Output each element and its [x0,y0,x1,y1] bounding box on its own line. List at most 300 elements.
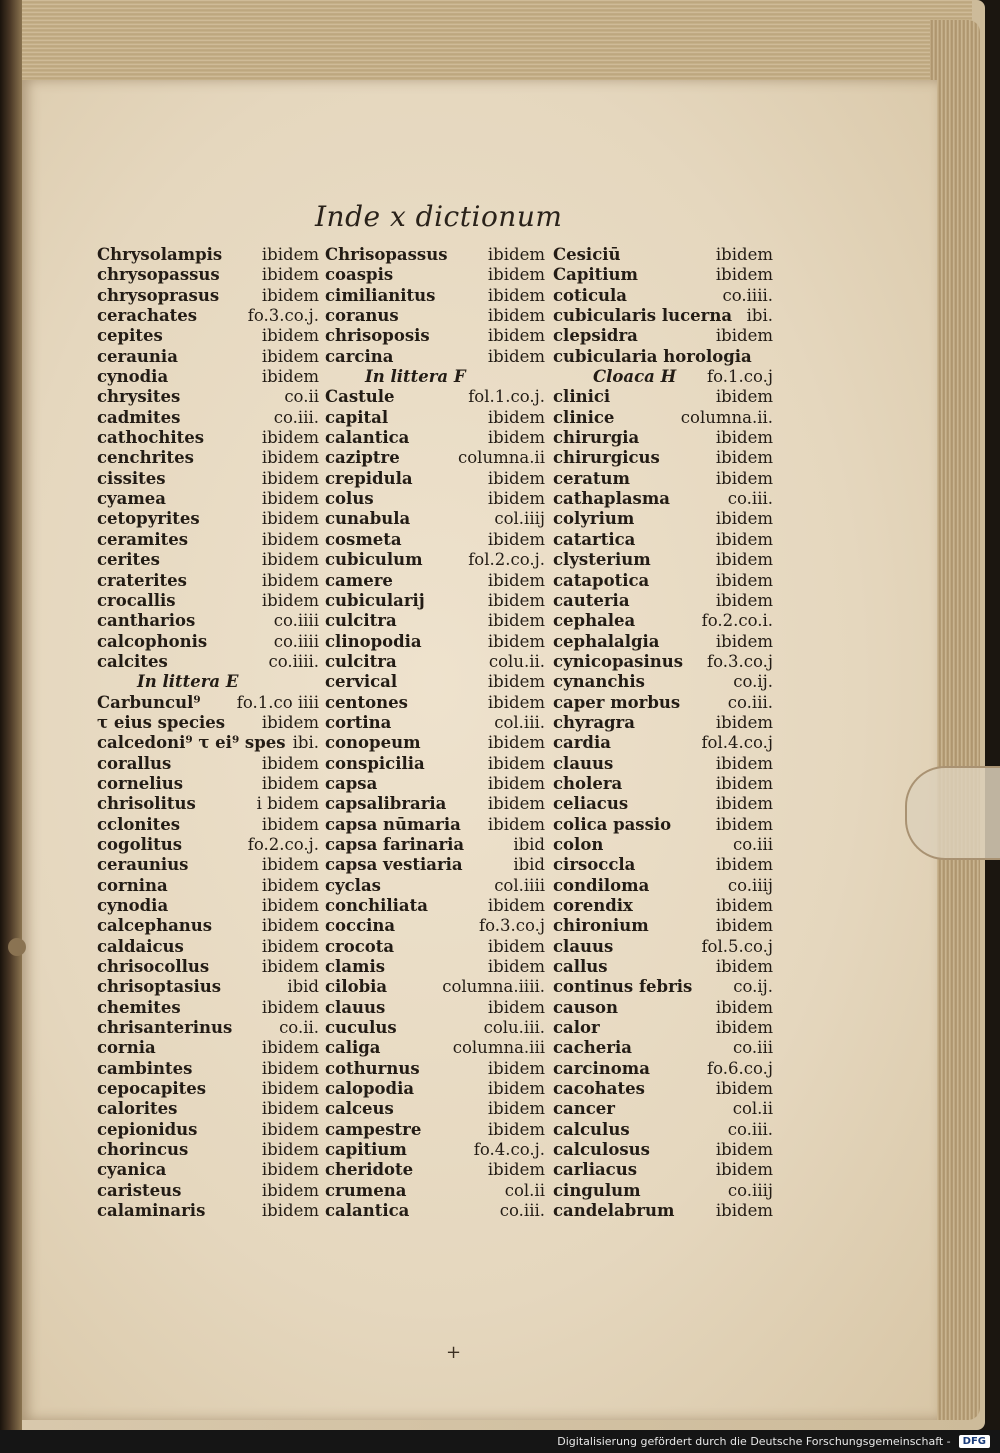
entry-reference: ibidem [261,916,319,936]
entry-reference: ibidem [487,1058,545,1078]
entry-reference: co.iii. [727,489,773,509]
entry-term: calopodia [325,1079,415,1099]
entry-reference: ibidem [261,489,319,509]
entry-reference: ibidem [261,957,319,977]
entry-term: celiacus [553,794,629,814]
entry-reference: ibidem [261,1038,319,1058]
entry-term: cubicularia horologia [553,346,752,366]
entry-term: conspicilia [325,753,425,773]
index-entry [325,693,545,713]
entry-reference: ibidem [487,672,545,692]
entry-reference: col.iiii [494,875,545,895]
entry-reference: ibidem [715,916,773,936]
entry-term: caper morbus [553,692,681,712]
entry-term: catapotica [553,570,650,590]
worm-hole [8,938,26,956]
index-entry [553,1201,773,1221]
entry-reference: ibidem [487,631,545,651]
index-entry [97,855,319,875]
index-entry [97,1099,319,1119]
entry-reference: ibidem [715,957,773,977]
index-entry [97,1059,319,1079]
entry-term: chorincus [97,1140,189,1160]
index-entry [325,774,545,794]
entry-reference: fo.4.co.j. [473,1140,545,1160]
entry-reference: fo.6.co.j [707,1058,773,1078]
entry-term: calceus [325,1099,394,1119]
index-entry [325,489,545,509]
index-entry [553,876,773,896]
index-entry [553,611,773,631]
entry-term: cubiculum [325,550,423,570]
entry-term: calaminaris [97,1201,206,1221]
entry-reference: ibidem [261,875,319,895]
entry-term: crepidula [325,468,413,488]
entry-reference: ibidem [261,1201,319,1221]
entry-term: capsa nūmaria [325,814,461,834]
entry-term: capital [325,407,389,427]
index-column-1 [97,245,319,1222]
entry-reference: ibidem [715,550,773,570]
index-entry [97,448,319,468]
entry-term: Chrisopassus [325,245,448,264]
index-entry [553,591,773,611]
index-entry [325,1201,545,1221]
entry-term: camere [325,570,393,590]
entry-term: coccina [325,916,396,936]
entry-reference: ibidem [715,753,773,773]
index-entry [553,1079,773,1099]
index-entry [325,286,545,306]
entry-term: cantharios [97,611,196,631]
entry-term: calcophonis [97,631,208,651]
entry-term: cephalalgia [553,631,660,651]
index-entry [553,245,773,265]
index-entry [553,794,773,814]
entry-reference: ibidem [261,367,319,387]
entry-reference: ibidem [715,509,773,529]
index-entry [325,509,545,529]
index-entry [325,672,545,692]
entry-reference: ibidem [715,712,773,732]
entry-term: clamis [325,957,386,977]
entry-term: cambintes [97,1058,193,1078]
index-entry [325,957,545,977]
index-entry [325,387,545,407]
entry-reference: ibidem [261,326,319,346]
index-entry [325,1079,545,1099]
entry-term: chyragra [553,712,635,732]
entry-reference: ibidem [487,428,545,448]
index-entry [97,957,319,977]
entry-term: capsa [325,773,378,793]
entry-reference: ibidem [715,794,773,814]
entry-term: cyamea [97,489,166,509]
entry-term: cancer [553,1099,615,1119]
entry-term: chemites [97,997,181,1017]
section-heading: In littera E [137,672,239,692]
index-entry [97,367,319,387]
index-entry [553,998,773,1018]
entry-reference: ibid [513,834,545,854]
entry-term: carcinoma [553,1058,650,1078]
entry-term: cerites [97,550,160,570]
entry-reference: ibid [287,977,319,997]
index-entry [97,1140,319,1160]
index-entry [553,733,773,753]
entry-term: causon [553,997,619,1017]
index-entry [325,1160,545,1180]
index-entry [97,489,319,509]
entry-term: clauus [553,753,614,773]
entry-term: cepites [97,326,163,346]
entry-reference: ibidem [487,814,545,834]
entry-reference: ibidem [487,692,545,712]
entry-reference: ibidem [487,997,545,1017]
entry-reference: ibidem [487,489,545,509]
index-entry [97,611,319,631]
entry-term: cynicopasinus [553,651,684,671]
index-entry [97,265,319,285]
index-entry [553,408,773,428]
page-header: Inde x dictionum [315,200,563,233]
entry-term: corallus [97,753,172,773]
entry-reference: col.ii [504,1180,545,1200]
index-entry [97,1181,319,1201]
entry-term: calantica [325,1201,410,1221]
entry-reference: ibidem [715,1079,773,1099]
entry-term: cunabula [325,509,411,529]
entry-term: carcina [325,346,394,366]
footer-text: Digitalisierung gefördert durch die Deutsche Forschungsgemeinschaft - [557,1435,951,1448]
index-entry [325,896,545,916]
index-entry [325,876,545,896]
entry-term: cubicularij [325,590,425,610]
entry-reference: ibidem [715,448,773,468]
index-entry [553,347,773,367]
entry-reference: fol.2.co.j. [468,550,545,570]
entry-term: caldaicus [97,936,184,956]
entry-reference: columna.ii. [680,407,773,427]
entry-reference: co.iii. [273,407,319,427]
entry-reference: ibidem [261,529,319,549]
entry-term: caristeus [97,1180,182,1200]
entry-term: capitium [325,1140,407,1160]
entry-term: colyrium [553,509,635,529]
index-entry [325,713,545,733]
index-entry [553,713,773,733]
index-entry [325,1140,545,1160]
entry-term: calor [553,1018,600,1038]
index-entry [97,245,319,265]
entry-term: calcephanus [97,916,213,936]
index-entry [553,286,773,306]
entry-term: ceraunius [97,855,189,875]
entry-reference: fol.1.co.j. [468,387,545,407]
index-entry [325,998,545,1018]
entry-term: cathaplasma [553,489,670,509]
index-entry [97,550,319,570]
index-entry [325,245,545,265]
entry-term: chrisanterinus [97,1018,233,1038]
index-entry [325,469,545,489]
index-entry [325,632,545,652]
index-entry [553,1059,773,1079]
index-entry [553,754,773,774]
entry-term: calcedoni⁹ τ ei⁹ spes [97,733,286,753]
index-entry [325,408,545,428]
entry-term: Capitium [553,265,638,285]
index-entry [325,733,545,753]
entry-term: Cesiciū [553,245,621,264]
index-entry [325,652,545,672]
entry-term: chrysopassus [97,265,220,285]
entry-reference: fo.2.co.j. [247,834,319,854]
entry-reference: co.iii. [727,692,773,712]
entry-reference: fol.4.co.j [701,733,773,753]
entry-term: continus febris [553,977,693,997]
entry-reference: co.iiij [727,1180,773,1200]
entry-reference: ibidem [715,1160,773,1180]
entry-term: clysterium [553,550,651,570]
entry-reference: ibidem [487,265,545,285]
entry-term: cynodia [97,896,169,915]
index-entry [553,977,773,997]
index-entry [553,550,773,570]
index-entry [325,937,545,957]
entry-reference: co.ii [284,387,319,407]
index-entry [553,530,773,550]
index-entry [97,306,319,326]
entry-term: carliacus [553,1160,637,1180]
entry-reference: ibidem [261,265,319,285]
entry-reference: ibidem [261,468,319,488]
entry-reference: co.iii. [499,1201,545,1221]
index-entry [553,387,773,407]
entry-reference: ibidem [487,346,545,366]
entry-reference: fo.3.co.j [479,916,545,936]
entry-term: calculus [553,1119,630,1139]
entry-term: catartica [553,529,636,549]
entry-reference: ibidem [715,997,773,1017]
index-entry [325,794,545,814]
index-entry [325,611,545,631]
index-entry [553,367,773,387]
index-entry [325,1099,545,1119]
entry-reference: co.iiii [273,631,319,651]
entry-term: cilobia [325,977,388,997]
index-entry [97,713,319,733]
entry-reference: fo.1.co.j [707,367,773,387]
index-entry [325,428,545,448]
entry-term: cholera [553,773,623,793]
entry-reference: ibidem [487,753,545,773]
entry-reference: ibidem [715,855,773,875]
index-entry [97,835,319,855]
entry-reference: ibidem [715,773,773,793]
entry-term: calorites [97,1099,178,1119]
entry-reference: ibidem [261,1140,319,1160]
index-entry [553,937,773,957]
entry-term: coticula [553,285,627,305]
entry-term: cornina [97,875,168,895]
index-entry [553,855,773,875]
entry-reference: co.iiii. [722,285,773,305]
index-entry [553,957,773,977]
book-gutter [0,0,22,1430]
entry-term: cimilianitus [325,285,436,305]
entry-term: centones [325,692,408,712]
entry-reference: co.iii [733,1038,773,1058]
entry-reference: ibidem [261,285,319,305]
entry-term: cenchrites [97,448,194,468]
index-entry [325,916,545,936]
index-entry [97,652,319,672]
entry-term: crumena [325,1180,407,1200]
entry-reference: co.iii [733,834,773,854]
entry-reference: ibidem [715,590,773,610]
entry-reference: ibid [513,855,545,875]
entry-reference: ibidem [487,773,545,793]
index-entry [97,815,319,835]
entry-term: cyanica [97,1160,167,1180]
entry-term: cynanchis [553,672,645,692]
index-entry [553,672,773,692]
index-entry [325,306,545,326]
index-entry [97,774,319,794]
index-entry [325,448,545,468]
entry-term: corendix [553,896,633,915]
entry-term: cuculus [325,1018,397,1038]
entry-term: chirurgicus [553,448,660,468]
index-entry [553,571,773,591]
entry-term: chrisoptasius [97,977,221,997]
entry-term: ceramites [97,529,189,549]
entry-reference: fol.5.co.j [701,936,773,956]
index-entry [325,530,545,550]
section-heading: Cloaca H [593,367,677,387]
index-entry [97,876,319,896]
entry-term: chrysites [97,387,181,407]
entry-term: cephalea [553,611,636,631]
entry-term: cadmites [97,407,181,427]
entry-reference: ibidem [715,1018,773,1038]
entry-reference: ibidem [261,346,319,366]
index-entry [553,1018,773,1038]
entry-reference: ibidem [715,631,773,651]
entry-term: culcitra [325,651,397,671]
index-entry [553,1120,773,1140]
index-entry [97,1038,319,1058]
entry-reference: ibidem [715,326,773,346]
index-entry [553,265,773,285]
index-entry [97,998,319,1018]
entry-term: clinice [553,407,615,427]
entry-term: cyclas [325,875,381,895]
entry-term: cardia [553,733,611,753]
entry-term: cheridote [325,1160,414,1180]
entry-reference: ibidem [261,855,319,875]
index-entry [325,591,545,611]
entry-term: cynodia [97,367,169,387]
entry-term: caliga [325,1038,381,1058]
entry-reference: ibidem [715,1140,773,1160]
index-entry [97,347,319,367]
index-entry [97,794,319,814]
index-entry [553,489,773,509]
entry-term: chrisolitus [97,794,196,814]
entry-reference: ibidem [487,468,545,488]
entry-reference: ibidem [715,814,773,834]
index-entry [97,977,319,997]
entry-term: τ eius species [97,712,226,732]
entry-term: colon [553,834,604,854]
entry-term: calculosus [553,1140,650,1160]
entry-reference: ibidem [487,529,545,549]
entry-term: clauus [553,936,614,956]
entry-term: ceratum [553,468,631,488]
index-entry [553,815,773,835]
entry-reference: co.ij. [733,672,773,692]
entry-reference: ibidem [261,1099,319,1119]
index-entry [553,896,773,916]
entry-term: conopeum [325,733,421,753]
index-column-3 [553,245,773,1222]
entry-term: culcitra [325,611,397,631]
index-entry [97,916,319,936]
entry-reference: ibidem [261,997,319,1017]
entry-term: cetopyrites [97,509,200,529]
index-entry [553,326,773,346]
entry-reference: ibidem [261,448,319,468]
printer-mark: + [446,1342,462,1363]
index-entry [97,428,319,448]
index-entry [553,1181,773,1201]
index-entry [553,774,773,794]
index-entry [97,509,319,529]
entry-reference: i bidem [256,794,319,814]
index-entry [325,1059,545,1079]
index-entry [553,652,773,672]
entry-term: calantica [325,428,410,448]
page-edge-right [930,20,980,1420]
entry-reference: ibidem [487,245,545,264]
entry-reference: columna.iii [452,1038,545,1058]
entry-reference: ibidem [261,1079,319,1099]
index-entry [97,754,319,774]
entry-reference: ibidem [261,814,319,834]
entry-reference: ibidem [715,896,773,915]
entry-term: ceraunia [97,346,178,366]
index-entry [325,326,545,346]
entry-term: conchiliata [325,896,428,915]
entry-reference: ibidem [487,957,545,977]
entry-term: candelabrum [553,1201,675,1221]
index-entry [553,428,773,448]
entry-term: cothurnus [325,1058,420,1078]
index-entry [97,571,319,591]
entry-reference: co.iiij [727,875,773,895]
entry-reference: ibidem [261,753,319,773]
entry-reference: ibidem [261,1160,319,1180]
index-entry [325,1018,545,1038]
index-entry [97,286,319,306]
entry-reference: columna.ii [458,448,545,468]
entry-term: chrisocollus [97,957,210,977]
entry-reference: colu.iii. [483,1018,545,1038]
index-entry [553,632,773,652]
entry-reference: ibidem [715,570,773,590]
